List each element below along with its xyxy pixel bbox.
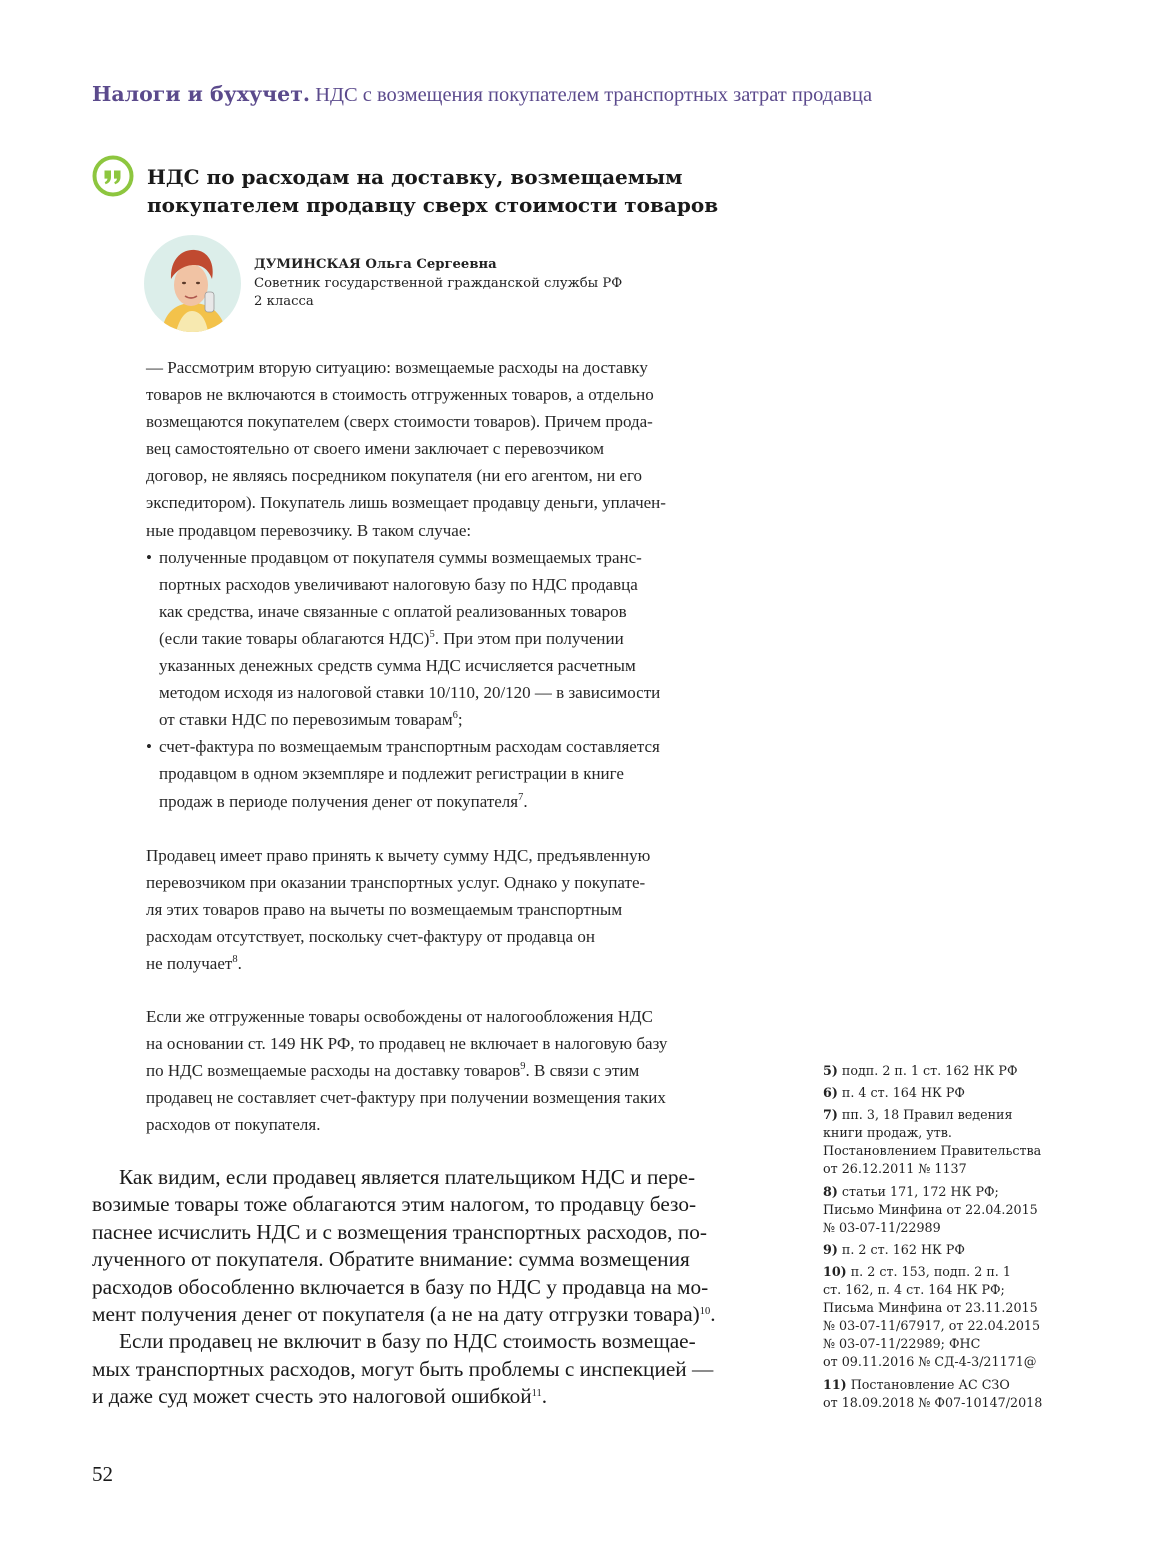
quote-icon — [92, 155, 134, 197]
bullet-mark: • — [146, 737, 152, 757]
title-line: покупателем продавцу сверх стоимости товаров — [147, 192, 719, 217]
text-line: на основании ст. 149 НК РФ, то продавец не включает в налоговую базу — [146, 1034, 668, 1054]
footnote-ref: 11 — [531, 1388, 542, 1400]
footnote-ref: 8 — [232, 954, 238, 966]
footnote: 9) п. 2 ст. 162 НК РФ — [823, 1241, 965, 1257]
author-position: 2 класса — [254, 294, 314, 309]
text-line: Если продавец не включит в базу по НДС стоимость возмещае- — [119, 1329, 696, 1354]
text-line: (если такие товары облагаются НДС)$^5$. При этом при получении — [159, 628, 624, 648]
footnote: 5) подп. 2 п. 1 ст. 162 НК РФ — [823, 1063, 1018, 1078]
text-line: методом исходя из налоговой ставки 10/110, 20/120 — в зависимости — [159, 683, 661, 703]
article-title — [147, 164, 787, 219]
author-info — [254, 256, 622, 312]
footnotes — [823, 1062, 1143, 1416]
text-line: Как видим, если продавец является плательщиком НДС и пере- — [119, 1165, 696, 1189]
text-line: товаров не включаются в стоимость отгруженных товаров, а отдельно — [146, 385, 654, 405]
footnote: 11) Постановление АС СЗО от 18.09.2018 № Ф07-10147/2018 — [823, 1376, 1043, 1410]
text-line: и даже суд может счесть это налоговой ошибкой$^{11}$. — [92, 1384, 548, 1409]
text-line: продаж в периоде получения денег от покупателя$^7$. — [159, 791, 528, 811]
title-line: НДС по расходам на доставку, возмещаемым — [147, 165, 683, 189]
section-name: Налоги и бухучет. — [92, 82, 311, 106]
text-line: — Рассмотрим вторую ситуацию: возмещаемые расходы на доставку — [146, 358, 648, 377]
running-header — [92, 82, 872, 107]
text-line: по НДС возмещаемые расходы на доставку товаров$^9$. В связи с этим — [146, 1061, 640, 1081]
text-line: как средства, иначе связанные с оплатой реализованных товаров — [159, 601, 627, 621]
footnote: 8) статьи 171, 172 НК РФ; Письмо Минфина от 22.04.2015 № 03-07-11/22989 — [823, 1183, 1038, 1235]
footnote-ref: 5 — [429, 628, 435, 640]
page-number: 52 — [92, 1462, 113, 1486]
text-line: продавец не составляет счет-фактуру при получении возмещения таких — [146, 1088, 666, 1108]
footnote-ref: 9 — [520, 1061, 526, 1073]
interview-block-1 — [146, 354, 786, 815]
interview-block-2 — [146, 842, 786, 977]
text-line: мых транспортных расходов, могут быть проблемы с инспекцией — — [92, 1356, 714, 1381]
author-name: ДУМИНСКАЯ Ольга Сергеевна — [254, 257, 497, 272]
text-line: возимые товары тоже облагаются этим налогом, то продавцу безо- — [92, 1192, 697, 1217]
text-line: счет-фактура по возмещаемым транспортным расходам составляется — [159, 737, 660, 757]
text-line: продавцом в одном экземпляре и подлежит регистрации в книге — [159, 764, 624, 784]
text-line: договор, не являясь посредником покупателя (ни его агентом, ни его — [146, 466, 643, 486]
body-text — [92, 1164, 782, 1411]
text-line: возмещаются покупателем (сверх стоимости товаров). Причем прода- — [146, 412, 653, 432]
text-line: Если же отгруженные товары освобождены от налогообложения НДС — [146, 1007, 653, 1026]
text-line: расходам отсутствует, поскольку счет-фактуру от продавца он — [146, 927, 595, 947]
text-line: Продавец имеет право принять к вычету сумму НДС, предъявленную — [146, 846, 651, 865]
interview-block-3 — [146, 1003, 786, 1138]
text-line: расходов от покупателя. — [146, 1115, 321, 1135]
text-line: перевозчиком при оказании транспортных услуг. Однако у покупате- — [146, 873, 646, 893]
text-line: экспедитором). Покупатель лишь возмещает продавцу деньги, уплачен- — [146, 493, 666, 513]
section-topic: НДС с возмещения покупателем транспортных затрат продавца — [315, 84, 873, 106]
text-line: ля этих товаров право на вычеты по возмещаемым транспортным — [146, 900, 623, 920]
footnote: 10) п. 2 ст. 153, подп. 2 п. 1 ст. 162, п. 4 ст. 164 НК РФ; Письма Минфина от 23.11.2015 № 03-07-11/67917, от 22.04.2015 № 03-07-11/22989; ФНС от 09.11.2016 № СД-4-3/21171@ — [823, 1263, 1041, 1370]
footnote: 7) пп. 3, 18 Правил ведения книги продаж, утв. Постановлением Правительства от 26.12.2011 № 1137 — [823, 1107, 1042, 1177]
text-line: мент получения денег от покупателя (а не на дату отгрузки товара)$^{10}$. — [92, 1302, 716, 1327]
footnote: 6) п. 4 ст. 164 НК РФ — [823, 1085, 965, 1101]
text-line: от ставки НДС по перевозимым товарам$^6$; — [159, 710, 463, 730]
footnote-ref: 6 — [452, 710, 458, 722]
text-line: расходов обособленно включается в базу по НДС у продавца на мо- — [92, 1274, 709, 1299]
bullet-mark: • — [146, 547, 152, 567]
text-line: вец самостоятельно от своего имени заключает с перевозчиком — [146, 439, 605, 459]
footnote-ref: 10 — [699, 1306, 711, 1318]
bullet-item — [146, 544, 786, 734]
bullet-item — [146, 733, 786, 814]
text-line: не получает$^8$. — [146, 954, 242, 974]
author-photo — [144, 235, 241, 332]
text-line: лученного от покупателя. Обратите внимание: сумма возмещения — [92, 1247, 690, 1272]
footnote-ref: 7 — [518, 791, 524, 803]
text-line: полученные продавцом от покупателя суммы возмещаемых транс- — [159, 547, 642, 567]
text-line: ные продавцом перевозчику. В таком случае: — [146, 520, 472, 540]
text-line: паснее исчислить НДС и с возмещения транспортных расходов, по- — [92, 1219, 707, 1244]
text-line: портных расходов увеличивают налоговую базу по НДС продавца — [159, 574, 638, 594]
author-position: Советник государственной гражданской службы РФ — [254, 275, 623, 291]
text-line: указанных денежных средств сумма НДС исчисляется расчетным — [159, 656, 636, 676]
